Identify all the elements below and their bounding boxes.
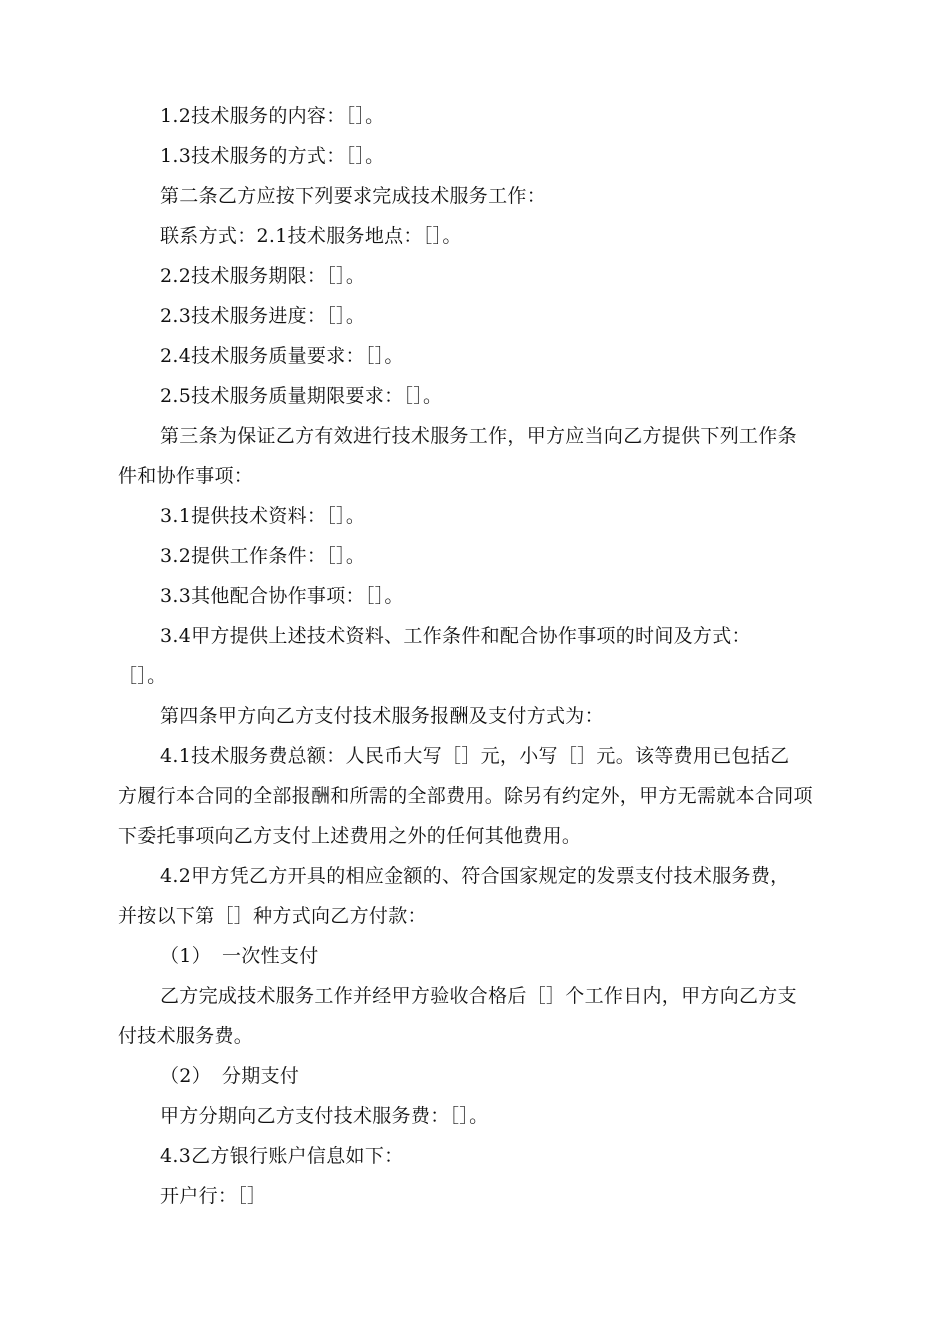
text-line: 乙方完成技术服务工作并经甲方验收合格后［］个工作日内，甲方向乙方支 [160,985,797,1007]
text-line: 3.1提供技术资料：［］。 [160,505,366,527]
text-line: 开户行：［］ [160,1185,267,1207]
text-line: ［］。 [118,665,167,687]
text-line: 件和协作事项： [118,465,254,487]
text-line: 联系方式：2.1技术服务地点：［］。 [160,225,462,247]
text-line: 2.3技术服务进度：［］。 [160,305,366,327]
article-heading: 第三条为保证乙方有效进行技术服务工作，甲方应当向乙方提供下列工作条 [160,425,797,447]
option-number: （2） [160,1065,211,1087]
option-label: 一次性支付 [222,945,319,967]
text-line: 2.5技术服务质量期限要求：［］。 [160,385,443,407]
text-line: 2.4技术服务质量要求：［］。 [160,345,404,367]
text-line: 4.3乙方银行账户信息如下： [160,1145,404,1167]
text-line: 1.2技术服务的内容：［］。 [160,105,385,127]
text-line: 并按以下第［］种方式向乙方付款： [118,905,427,927]
text-line: 方履行本合同的全部报酬和所需的全部费用。除另有约定外，甲方无需就本合同项 [118,785,813,807]
text-line: 4.2甲方凭乙方开具的相应金额的、符合国家规定的发票支付技术服务费， [160,865,790,887]
payment-option-lump-sum [118,936,842,976]
option-label: 分期支付 [222,1065,300,1087]
text-line: 4.1技术服务费总额：人民币大写［］元，小写［］元。该等费用已包括乙 [160,745,790,767]
option-number: （1） [160,945,211,967]
payment-option-installment [118,1056,842,1096]
text-line: 3.3其他配合协作事项：［］。 [160,585,404,607]
text-line: 3.4甲方提供上述技术资料、工作条件和配合协作事项的时间及方式： [160,625,751,647]
text-line: 甲方分期向乙方支付技术服务费：［］。 [160,1105,489,1127]
text-line: 3.2提供工作条件：［］。 [160,545,366,567]
text-line: 下委托事项向乙方支付上述费用之外的任何其他费用。 [118,825,582,847]
text-line: 2.2技术服务期限：［］。 [160,265,366,287]
text-line: 1.3技术服务的方式：［］。 [160,145,385,167]
article-heading: 第四条甲方向乙方支付技术服务报酬及支付方式为： [160,705,604,727]
document-body [118,96,842,1216]
article-heading: 第二条乙方应按下列要求完成技术服务工作： [160,185,547,207]
text-line: 付技术服务费。 [118,1025,254,1047]
